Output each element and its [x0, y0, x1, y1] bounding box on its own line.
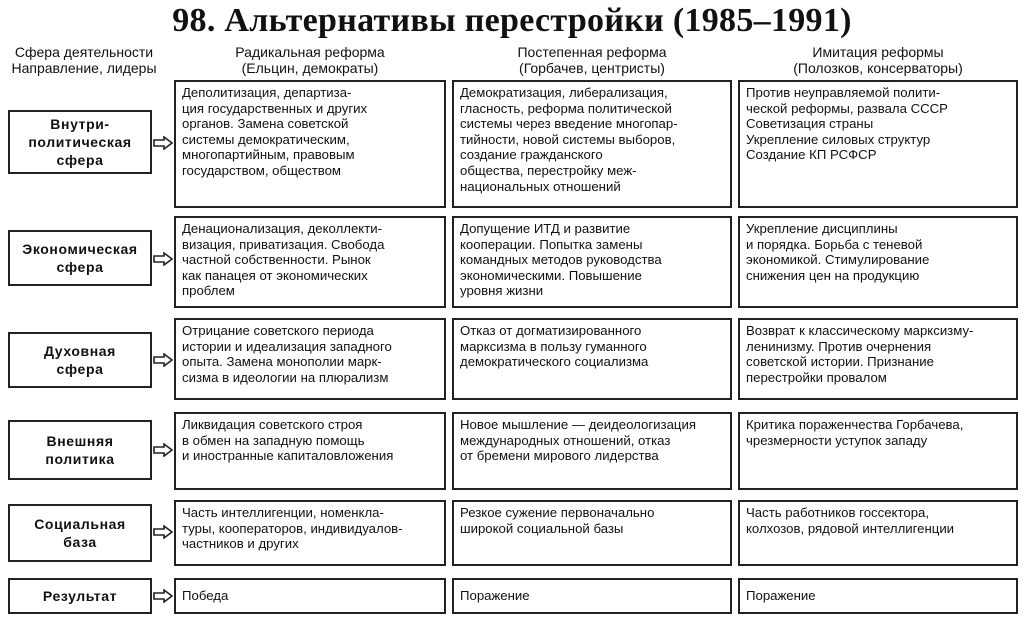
category-label: Внутри- политическая сфера: [28, 116, 132, 168]
category-domestic-policy: [8, 110, 152, 174]
cell-gradual-domestic: Демократизация, либерализация, гласность, реформа политической системы через введение многопар- тийности, новой системы выборов, создание гражданского общества, перестройку меж- национальных отношений: [452, 80, 732, 208]
category-label: Социальная база: [34, 516, 126, 550]
page-title: 98. Альтернативы перестройки (1985–1991): [172, 2, 852, 39]
cell-gradual-spiritual: Отказ от догматизированного марксизма в пользу гуманного демократического социализма: [452, 318, 732, 400]
header-radical: [174, 44, 446, 76]
header-imitation: [738, 44, 1018, 76]
header-imitation-line2: (Полозков, консерваторы): [793, 60, 963, 76]
cell-gradual-economy: Допущение ИТД и развитие кооперации. Попытка замены командных методов руководства экономическими. Повышение уровня жизни: [452, 216, 732, 308]
arrow-right-icon: [153, 136, 173, 150]
header-radical-line2: (Ельцин, демократы): [241, 60, 379, 76]
category-label: Результат: [42, 588, 118, 604]
category-label: Экономическая сфера: [22, 241, 138, 275]
header-radical-line1: Радикальная реформа: [235, 44, 385, 60]
header-gradual: [452, 44, 732, 76]
header-sphere: [0, 44, 168, 76]
cell-imitation-domestic: Против неуправляемой полити- ческой реформы, развала СССР Советизация страны Укрепление силовых структур Создание КП РСФСР: [738, 80, 1018, 208]
cell-radical-domestic: Деполитизация, департиза- ция государственных и других органов. Замена советской системы демократическим, многопартийным, правовым государством, обществом: [174, 80, 446, 208]
category-spiritual: [8, 332, 152, 388]
cell-imitation-result: Поражение: [738, 578, 1018, 614]
header-gradual-line2: (Горбачев, центристы): [519, 60, 665, 76]
cell-imitation-foreign: Критика пораженчества Горбачева, чрезмерности уступок западу: [738, 412, 1018, 490]
cell-radical-spiritual: Отрицание советского периода истории и идеализация западного опыта. Замена монополии марк- сизма в идеологии на плюрализм: [174, 318, 446, 400]
cell-radical-economy: Денационализация, деколлекти- визация, приватизация. Свобода частной собственности. Рынок как панацея от экономических проблем: [174, 216, 446, 308]
cell-gradual-social: Резкое сужение первоначально широкой социальной базы: [452, 500, 732, 566]
category-economy: [8, 230, 152, 286]
category-label: Духовная сфера: [44, 343, 116, 377]
category-result: [8, 578, 152, 614]
cell-radical-result: Победа: [174, 578, 446, 614]
cell-imitation-economy: Укрепление дисциплины и порядка. Борьба с теневой экономикой. Стимулирование снижения цен на продукцию: [738, 216, 1018, 308]
cell-imitation-social: Часть работников госсектора, колхозов, рядовой интеллигенции: [738, 500, 1018, 566]
category-social-base: [8, 504, 152, 562]
cell-radical-foreign: Ликвидация советского строя в обмен на западную помощь и иностранные капиталовложения: [174, 412, 446, 490]
header-gradual-line1: Постепенная реформа: [517, 44, 667, 60]
category-foreign-policy: [8, 420, 152, 480]
arrow-right-icon: [153, 443, 173, 457]
arrow-right-icon: [153, 353, 173, 367]
cell-gradual-result: Поражение: [452, 578, 732, 614]
cell-radical-social: Часть интеллигенции, номенкла- туры, кооператоров, индивидуалов- частников и других: [174, 500, 446, 566]
category-label: Внешняя политика: [45, 433, 115, 467]
header-sphere-line1: Сфера деятельности: [14, 44, 154, 60]
cell-gradual-foreign: Новое мышление — деидеологизация международных отношений, отказ от бремени мирового лидерства: [452, 412, 732, 490]
arrow-right-icon: [153, 589, 173, 603]
header-imitation-line1: Имитация реформы: [812, 44, 944, 60]
arrow-right-icon: [153, 252, 173, 266]
cell-imitation-spiritual: Возврат к классическому марксизму- ленинизму. Против очернения советской истории. Признание перестройки провалом: [738, 318, 1018, 400]
arrow-right-icon: [153, 525, 173, 539]
header-sphere-line2: Направление, лидеры: [11, 60, 157, 76]
